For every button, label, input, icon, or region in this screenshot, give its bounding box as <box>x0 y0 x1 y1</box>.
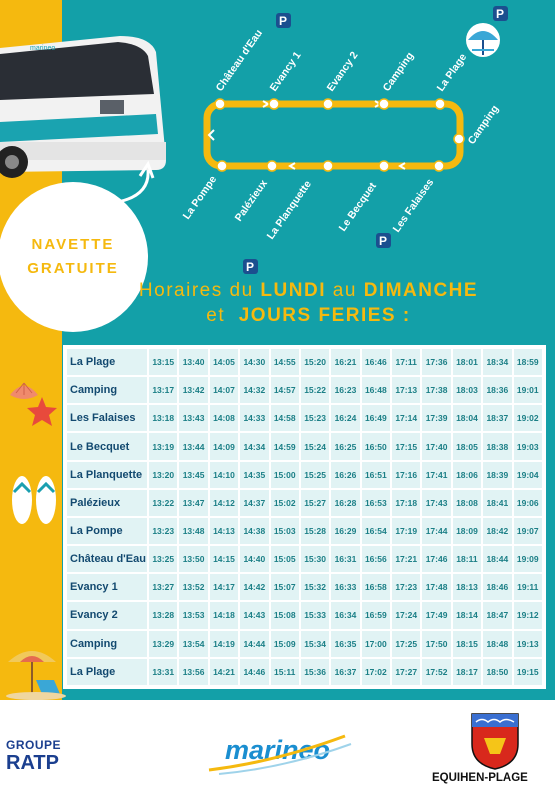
stop-label-la-plage: La Plage <box>434 51 470 94</box>
group-label: GROUPE <box>6 738 62 752</box>
departure-time-cell: 15:25 <box>301 462 329 488</box>
departure-time-cell: 15:23 <box>301 405 329 431</box>
departure-time-cell: 14:38 <box>240 518 268 544</box>
departure-time-cell: 13:50 <box>179 546 207 572</box>
departure-time-cell: 15:22 <box>301 377 329 403</box>
departure-time-cell: 17:13 <box>392 377 420 403</box>
departure-time-cell: 14:12 <box>210 490 238 516</box>
stop-label-camping-right: Camping <box>465 103 502 147</box>
departure-time-cell: 19:11 <box>514 574 543 600</box>
stop-name-cell: Camping <box>67 631 147 657</box>
departure-time-cell: 13:18 <box>149 405 177 431</box>
departure-time-cell: 17:39 <box>422 405 450 431</box>
timetable-panel <box>63 345 546 689</box>
departure-time-cell: 15:08 <box>271 602 299 628</box>
departure-time-cell: 14:32 <box>240 377 268 403</box>
departure-time-cell: 13:15 <box>149 349 177 375</box>
badge-line-2: GRATUITE <box>27 260 119 277</box>
departure-time-cell: 17:15 <box>392 433 420 459</box>
stop-name-cell: La Planquette <box>67 462 147 488</box>
departure-time-cell: 19:12 <box>514 602 543 628</box>
departure-time-cell: 14:18 <box>210 602 238 628</box>
departure-time-cell: 16:33 <box>331 574 359 600</box>
departure-time-cell: 16:50 <box>362 433 390 459</box>
departure-time-cell: 18:50 <box>483 659 511 685</box>
departure-time-cell: 16:37 <box>331 659 359 685</box>
svg-text:P: P <box>496 7 505 21</box>
departure-time-cell: 17:14 <box>392 405 420 431</box>
table-row <box>67 490 542 516</box>
departure-time-cell: 14:33 <box>240 405 268 431</box>
stop-label-evancy-1: Evancy 1 <box>267 49 304 94</box>
departure-time-cell: 14:55 <box>271 349 299 375</box>
departure-time-cell: 17:21 <box>392 546 420 572</box>
stop-dot <box>215 99 225 109</box>
departure-time-cell: 18:03 <box>453 377 481 403</box>
departure-time-cell: 18:11 <box>453 546 481 572</box>
table-row <box>67 349 542 375</box>
departure-time-cell: 15:07 <box>271 574 299 600</box>
table-row <box>67 462 542 488</box>
departure-time-cell: 18:46 <box>483 574 511 600</box>
departure-time-cell: 13:20 <box>149 462 177 488</box>
departure-time-cell: 13:19 <box>149 433 177 459</box>
departure-time-cell: 16:59 <box>362 602 390 628</box>
stop-dot <box>379 99 389 109</box>
stop-name-cell: Le Becquet <box>67 433 147 459</box>
departure-time-cell: 13:56 <box>179 659 207 685</box>
departure-time-cell: 15:30 <box>301 546 329 572</box>
departure-time-cell: 15:09 <box>271 631 299 657</box>
departure-time-cell: 14:30 <box>240 349 268 375</box>
departure-time-cell: 18:08 <box>453 490 481 516</box>
departure-time-cell: 15:24 <box>301 433 329 459</box>
departure-time-cell: 17:18 <box>392 490 420 516</box>
equihen-coat-of-arms-icon <box>470 712 520 770</box>
departure-time-cell: 14:15 <box>210 546 238 572</box>
departure-time-cell: 15:33 <box>301 602 329 628</box>
departure-time-cell: 19:01 <box>514 377 543 403</box>
stop-label-palezieux: Palézieux <box>232 177 270 224</box>
departure-time-cell: 13:44 <box>179 433 207 459</box>
table-row <box>67 433 542 459</box>
departure-time-cell: 15:05 <box>271 546 299 572</box>
stop-name-cell: Evancy 1 <box>67 574 147 600</box>
departure-time-cell: 15:36 <box>301 659 329 685</box>
departure-time-cell: 13:53 <box>179 602 207 628</box>
ratp-label: RATP <box>6 752 59 774</box>
flip-flops-icon <box>4 470 62 530</box>
stop-dot <box>434 161 444 171</box>
stop-name-cell: Evancy 2 <box>67 602 147 628</box>
beach-umbrella-icon <box>466 23 500 57</box>
departure-time-cell: 18:59 <box>514 349 543 375</box>
departure-time-cell: 13:25 <box>149 546 177 572</box>
stop-name-cell: La Plage <box>67 659 147 685</box>
departure-time-cell: 13:27 <box>149 574 177 600</box>
departure-time-cell: 19:13 <box>514 631 543 657</box>
departure-time-cell: 19:09 <box>514 546 543 572</box>
table-row <box>67 659 542 685</box>
departure-time-cell: 16:46 <box>362 349 390 375</box>
route-loop <box>207 104 460 166</box>
departure-time-cell: 16:34 <box>331 602 359 628</box>
table-row <box>67 574 542 600</box>
departure-time-cell: 19:07 <box>514 518 543 544</box>
departure-time-cell: 16:58 <box>362 574 390 600</box>
departure-time-cell: 15:28 <box>301 518 329 544</box>
departure-time-cell: 16:29 <box>331 518 359 544</box>
departure-time-cell: 13:43 <box>179 405 207 431</box>
departure-time-cell: 13:28 <box>149 602 177 628</box>
svg-text:P: P <box>279 14 288 28</box>
curved-arrow-icon <box>118 170 148 202</box>
parking-icon <box>276 13 291 28</box>
departure-time-cell: 14:13 <box>210 518 238 544</box>
departure-time-cell: 14:21 <box>210 659 238 685</box>
departure-time-cell: 14:37 <box>240 490 268 516</box>
departure-time-cell: 13:22 <box>149 490 177 516</box>
stop-name-cell: Château d'Eau <box>67 546 147 572</box>
departure-time-cell: 14:34 <box>240 433 268 459</box>
departure-time-cell: 14:17 <box>210 574 238 600</box>
stop-label-le-becquet: Le Becquet <box>336 180 379 234</box>
parking-icon <box>493 6 508 21</box>
departure-time-cell: 16:26 <box>331 462 359 488</box>
departure-time-cell: 13:54 <box>179 631 207 657</box>
departure-time-cell: 16:48 <box>362 377 390 403</box>
departure-time-cell: 19:04 <box>514 462 543 488</box>
departure-time-cell: 15:34 <box>301 631 329 657</box>
departure-time-cell: 14:10 <box>210 462 238 488</box>
departure-time-cell: 13:31 <box>149 659 177 685</box>
departure-time-cell: 15:27 <box>301 490 329 516</box>
beach-chair-umbrella-icon <box>2 640 68 700</box>
departure-time-cell: 16:51 <box>362 462 390 488</box>
departure-time-cell: 17:44 <box>422 518 450 544</box>
departure-time-cell: 17:50 <box>422 631 450 657</box>
departure-time-cell: 17:16 <box>392 462 420 488</box>
bus-logo-text: marineo <box>30 45 56 52</box>
departure-time-cell: 14:09 <box>210 433 238 459</box>
departure-time-cell: 14:19 <box>210 631 238 657</box>
departure-time-cell: 16:31 <box>331 546 359 572</box>
departure-time-cell: 17:00 <box>362 631 390 657</box>
departure-time-cell: 16:53 <box>362 490 390 516</box>
stop-label-chateau-deau: Château d'Eau <box>213 27 266 94</box>
departure-time-cell: 13:52 <box>179 574 207 600</box>
departure-time-cell: 17:46 <box>422 546 450 572</box>
departure-time-cell: 15:11 <box>271 659 299 685</box>
schedule-heading-line-1: Horaires du LUNDI au DIMANCHE <box>138 280 479 301</box>
departure-time-cell: 16:25 <box>331 433 359 459</box>
departure-time-cell: 14:43 <box>240 602 268 628</box>
marineo-wave-icon <box>205 730 355 778</box>
departure-time-cell: 13:47 <box>179 490 207 516</box>
departure-time-cell: 18:34 <box>483 349 511 375</box>
marineo-logo: marineo <box>225 735 331 765</box>
table-row <box>67 405 542 431</box>
departure-time-cell: 19:15 <box>514 659 543 685</box>
departure-time-cell: 17:02 <box>362 659 390 685</box>
stop-dot <box>379 161 389 171</box>
departure-time-cell: 17:52 <box>422 659 450 685</box>
seashell-starfish-icon <box>2 375 62 430</box>
stop-label-evancy-2: Evancy 2 <box>324 49 361 94</box>
departure-time-cell: 13:48 <box>179 518 207 544</box>
departure-time-cell: 18:42 <box>483 518 511 544</box>
departure-time-cell: 18:14 <box>453 602 481 628</box>
departure-time-cell: 19:03 <box>514 433 543 459</box>
table-row <box>67 631 542 657</box>
departure-time-cell: 18:05 <box>453 433 481 459</box>
departure-time-cell: 13:17 <box>149 377 177 403</box>
departure-time-cell: 15:00 <box>271 462 299 488</box>
departure-time-cell: 18:09 <box>453 518 481 544</box>
departure-time-cell: 17:38 <box>422 377 450 403</box>
departure-time-cell: 17:49 <box>422 602 450 628</box>
departure-time-cell: 14:07 <box>210 377 238 403</box>
departure-time-cell: 17:36 <box>422 349 450 375</box>
departure-time-cell: 16:28 <box>331 490 359 516</box>
departure-time-cell: 13:29 <box>149 631 177 657</box>
stop-dot <box>269 99 279 109</box>
stop-name-cell: La Pompe <box>67 518 147 544</box>
svg-text:P: P <box>379 234 388 248</box>
departure-time-cell: 14:59 <box>271 433 299 459</box>
timetable <box>65 347 544 687</box>
badge-line-1: NAVETTE <box>31 236 115 253</box>
parking-icon <box>376 233 391 248</box>
departure-time-cell: 18:36 <box>483 377 511 403</box>
departure-time-cell: 16:23 <box>331 377 359 403</box>
departure-time-cell: 16:49 <box>362 405 390 431</box>
town-name: EQUIHEN-PLAGE <box>432 772 528 784</box>
stop-dot <box>323 99 333 109</box>
stop-dot <box>435 99 445 109</box>
departure-time-cell: 14:58 <box>271 405 299 431</box>
departure-time-cell: 14:08 <box>210 405 238 431</box>
departure-time-cell: 13:42 <box>179 377 207 403</box>
departure-time-cell: 18:37 <box>483 405 511 431</box>
departure-time-cell: 14:42 <box>240 574 268 600</box>
departure-time-cell: 17:27 <box>392 659 420 685</box>
departure-time-cell: 13:40 <box>179 349 207 375</box>
departure-time-cell: 15:32 <box>301 574 329 600</box>
departure-time-cell: 18:41 <box>483 490 511 516</box>
stop-dot <box>217 161 227 171</box>
departure-time-cell: 18:13 <box>453 574 481 600</box>
departure-time-cell: 14:44 <box>240 631 268 657</box>
stop-name-cell: La Plage <box>67 349 147 375</box>
departure-time-cell: 14:40 <box>240 546 268 572</box>
departure-time-cell: 13:23 <box>149 518 177 544</box>
departure-time-cell: 17:25 <box>392 631 420 657</box>
departure-time-cell: 14:35 <box>240 462 268 488</box>
departure-time-cell: 17:43 <box>422 490 450 516</box>
departure-time-cell: 18:44 <box>483 546 511 572</box>
stop-label-la-planquette: La Planquette <box>264 178 314 242</box>
departure-time-cell: 17:48 <box>422 574 450 600</box>
departure-time-cell: 18:47 <box>483 602 511 628</box>
departure-time-cell: 16:21 <box>331 349 359 375</box>
departure-time-cell: 17:11 <box>392 349 420 375</box>
departure-time-cell: 18:04 <box>453 405 481 431</box>
departure-time-cell: 19:06 <box>514 490 543 516</box>
departure-time-cell: 17:23 <box>392 574 420 600</box>
departure-time-cell: 18:15 <box>453 631 481 657</box>
stop-name-cell: Les Falaises <box>67 405 147 431</box>
departure-time-cell: 13:45 <box>179 462 207 488</box>
table-row <box>67 546 542 572</box>
stop-dot <box>267 161 277 171</box>
departure-time-cell: 19:02 <box>514 405 543 431</box>
departure-time-cell: 17:19 <box>392 518 420 544</box>
departure-time-cell: 18:48 <box>483 631 511 657</box>
departure-time-cell: 17:40 <box>422 433 450 459</box>
stop-name-cell: Camping <box>67 377 147 403</box>
departure-time-cell: 18:01 <box>453 349 481 375</box>
schedule-heading-line-2: et JOURS FERIES : <box>206 305 411 326</box>
departure-time-cell: 14:57 <box>271 377 299 403</box>
departure-time-cell: 16:35 <box>331 631 359 657</box>
departure-time-cell: 16:24 <box>331 405 359 431</box>
stop-label-camping-top: Camping <box>380 50 417 94</box>
departure-time-cell: 14:46 <box>240 659 268 685</box>
departure-time-cell: 17:41 <box>422 462 450 488</box>
ratp-logo <box>6 737 62 774</box>
departure-time-cell: 18:39 <box>483 462 511 488</box>
table-row <box>67 602 542 628</box>
stop-dot <box>454 134 464 144</box>
table-row <box>67 377 542 403</box>
departure-time-cell: 16:54 <box>362 518 390 544</box>
stop-label-la-pompe: La Pompe <box>180 173 220 222</box>
table-row <box>67 518 542 544</box>
departure-time-cell: 15:20 <box>301 349 329 375</box>
departure-time-cell: 18:38 <box>483 433 511 459</box>
departure-time-cell: 15:03 <box>271 518 299 544</box>
stop-name-cell: Palézieux <box>67 490 147 516</box>
departure-time-cell: 18:17 <box>453 659 481 685</box>
departure-time-cell: 18:06 <box>453 462 481 488</box>
stop-label-les-falaises: Les Falaises <box>390 176 437 235</box>
departure-time-cell: 16:56 <box>362 546 390 572</box>
parking-icon <box>243 259 258 274</box>
departure-time-cell: 15:02 <box>271 490 299 516</box>
svg-text:P: P <box>246 260 255 274</box>
stop-dot <box>323 161 333 171</box>
departure-time-cell: 17:24 <box>392 602 420 628</box>
departure-time-cell: 14:05 <box>210 349 238 375</box>
